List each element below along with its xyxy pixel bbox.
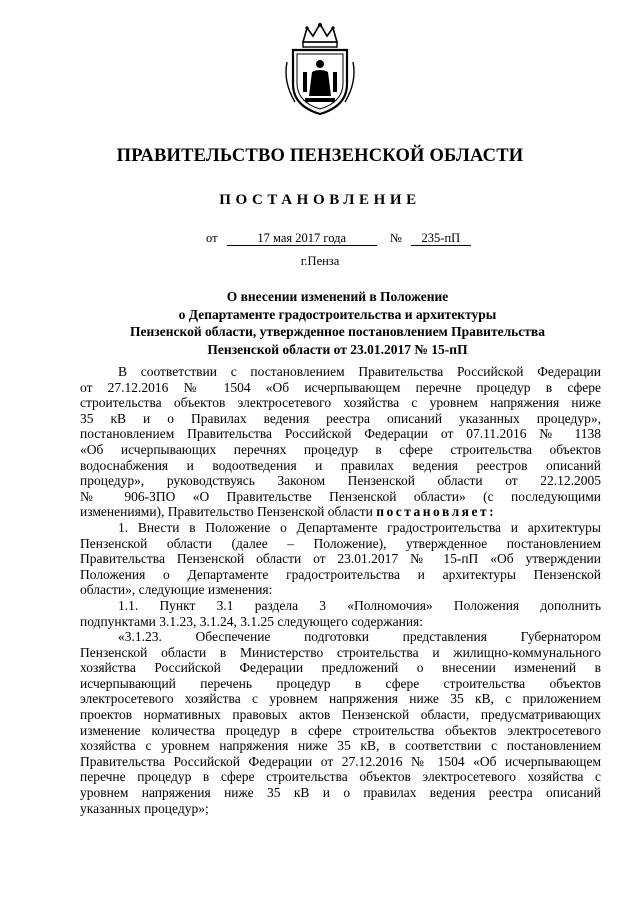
body-line: исчерпывающий перечень процедур в сфере строительства объектов (80, 675, 601, 691)
document-number: 235-пП (411, 232, 471, 246)
body-line: перечне процедур в сфере строительства объектов электросетевого хозяйства с (80, 769, 601, 785)
date-prefix: от (206, 231, 218, 245)
body-line: хозяйства с уровнем напряжения ниже 35 кВ, в соответствии с постановлением (80, 738, 601, 754)
body-line: «3.1.23. Обеспечение подготовки представления Губернатором (118, 629, 601, 645)
document-title (100, 288, 575, 358)
body-line: подпунктами 3.1.23, 3.1.24, 3.1.25 следующего содержания: (80, 613, 424, 629)
date-number-line (206, 231, 471, 246)
body-line: 35 кВ и о Правилах ведения реестра описаний указанных процедур», (80, 410, 601, 426)
title-line: Пензенской области от 23.01.2017 № 15-пП (207, 341, 468, 357)
body-line: водоснабжения и водоотведения и правилах ведения реестров описаний (80, 457, 601, 473)
body-line-text: изменениями), Правительство Пензенской области (80, 504, 373, 520)
body-line: Положения о Департаменте градостроительства и архитектуры Пензенской (80, 566, 601, 582)
body-line: постановлением Правительства Российской Федерации от 07.11.2016 № 1138 (80, 426, 601, 442)
body-line: от 27.12.2016 № 1504 «Об исчерпывающем перечне процедур в сфере (80, 379, 601, 395)
government-heading: ПРАВИТЕЛЬСТВО ПЕНЗЕНСКОЙ ОБЛАСТИ (116, 146, 524, 166)
body-line: № 906-ЗПО «О Правительстве Пензенской области» (с последующими (80, 488, 601, 504)
document-type-heading: ПОСТАНОВЛЕНИЕ (219, 192, 421, 208)
body-line: Правительства Российской Федерации от 27.12.2016 № 1504 «Об исчерпывающем (80, 753, 601, 769)
body-line: проектов нормативных правовых актов Пензенской области, предусматривающих (80, 707, 601, 723)
body-line: процедур», руководствуясь Законом Пензенской области от 22.12.2005 (80, 473, 601, 489)
title-line: о Департаменте градостроительства и архитектуры (178, 306, 497, 322)
body-line: строительства объектов электросетевого хозяйства с уровнем напряжения ниже (80, 395, 601, 411)
document-body (80, 364, 601, 816)
title-line: О внесении изменений в Положение (226, 289, 449, 304)
coat-of-arms-emblem (281, 22, 359, 118)
body-line: 1. Внести в Положение о Департаменте градостроительства и архитектуры (118, 519, 601, 535)
decree-word: постановляет: (376, 504, 497, 520)
title-line: Пензенской области, утвержденное постановлением Правительства (130, 324, 545, 339)
body-line: уровнем напряжения ниже 35 кВ и о правилах ведения реестра описаний (80, 785, 601, 801)
body-line: В соответствии с постановлением Правительства Российской Федерации (118, 364, 601, 379)
number-prefix: № (389, 231, 402, 245)
body-line: указанных процедур»; (80, 800, 209, 816)
body-line: области», следующие изменения: (80, 582, 273, 598)
body-line: Пензенской области (далее – Положение), утвержденное постановлением (80, 535, 601, 551)
body-line: электросетевого хозяйства с уровнем напряжения ниже 35 кВ, с приложением (80, 691, 601, 707)
document-date: 17 мая 2017 года (227, 232, 377, 246)
body-line: 1.1. Пункт 3.1 раздела 3 «Полномочия» Положения дополнить (118, 597, 601, 613)
city-line: г.Пенза (300, 254, 340, 268)
body-line: хозяйства Российской Федерации предложений о внесении изменений в (80, 660, 601, 676)
body-line: Пензенской области в Министерство строительства и жилищно-коммунального (80, 644, 601, 660)
body-line: «Об исчерпывающих перечнях процедур в сфере строительства объектов (80, 441, 601, 457)
body-line: изменение количества процедур в сфере строительства объектов электросетевого (80, 722, 601, 738)
body-line: Правительства Пензенской области от 23.01.2017 № 15-пП «Об утверждении (80, 551, 601, 567)
body-line-with-decree (80, 504, 601, 520)
